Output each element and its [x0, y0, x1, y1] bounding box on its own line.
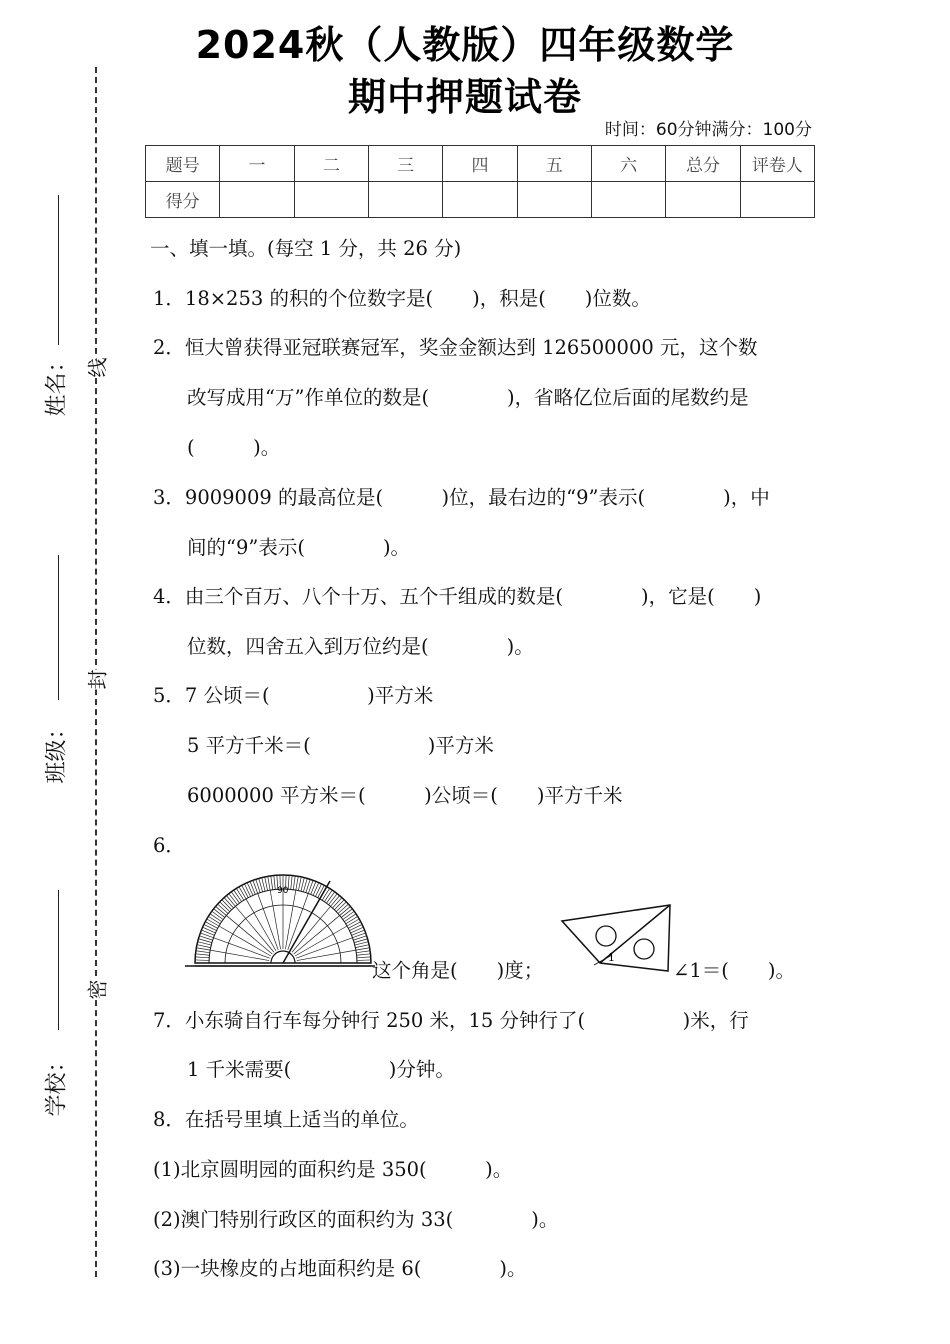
protractor-figure: [185, 873, 375, 973]
score-table-cell: 一: [220, 146, 294, 182]
score-blank-cell[interactable]: [740, 182, 814, 218]
name-blank-line[interactable]: [58, 195, 59, 345]
triangle-rulers-figure: [560, 903, 675, 975]
question-line: 6000000 平方米＝( )公顷＝( )平方千米: [187, 784, 623, 807]
name-label: 姓名：: [44, 350, 70, 417]
question-line: 2．恒大曾获得亚冠联赛冠军，奖金金额达到 126500000 元，这个数: [153, 336, 758, 359]
score-table-cell: 六: [591, 146, 665, 182]
question-line: 8．在括号里填上适当的单位。: [153, 1108, 419, 1131]
question-line: (2)澳门特别行政区的面积约为 33( )。: [153, 1208, 559, 1231]
question-line: 1．18×253 的积的个位数字是( )，积是( )位数。: [153, 287, 651, 310]
question-line: 1 千米需要( )分钟。: [187, 1058, 455, 1081]
question-line: (1)北京圆明园的面积约是 350( )。: [153, 1158, 513, 1181]
score-table-cell: 二: [294, 146, 368, 182]
score-table-cell: 五: [517, 146, 591, 182]
school-label: 学校：: [44, 1050, 70, 1117]
seal-char-line: 线: [82, 358, 111, 378]
question-line: 7．小东骑自行车每分钟行 250 米，15 分钟行了( )米，行: [153, 1009, 749, 1032]
question-line: 5 平方千米＝( )平方米: [187, 734, 494, 757]
score-blank-cell[interactable]: [220, 182, 294, 218]
score-blank-cell[interactable]: [443, 182, 517, 218]
score-blank-cell[interactable]: [517, 182, 591, 218]
question-line: ( )。: [187, 436, 281, 459]
score-table-cell: 评卷人: [740, 146, 814, 182]
score-blank-cell[interactable]: [666, 182, 740, 218]
triangle-angle-label: 1: [608, 951, 615, 964]
score-blank-cell[interactable]: [591, 182, 665, 218]
exam-title-line1: 2024秋（人教版）四年级数学: [195, 23, 735, 67]
score-table-cell: 总分: [666, 146, 740, 182]
question-line: 4．由三个百万、八个十万、五个千组成的数是( )，它是( ): [153, 585, 762, 608]
score-blank-cell[interactable]: [294, 182, 368, 218]
question-line: 改写成用“万”作单位的数是( )，省略亿位后面的尾数约是: [187, 386, 749, 409]
class-blank-line[interactable]: [58, 555, 59, 700]
question-line: (3)一块橡皮的占地面积约是 6( )。: [153, 1257, 527, 1280]
seal-char-secret: 密: [82, 980, 111, 1000]
exam-title-line2: 期中押题试卷: [347, 75, 582, 119]
score-table: [145, 145, 815, 218]
score-table-cell: 四: [443, 146, 517, 182]
section-heading: 一、填一填。(每空 1 分，共 26 分): [150, 237, 462, 260]
question6-angle2-text: ∠1＝( )。: [673, 959, 795, 982]
question-line: 间的“9”表示( )。: [187, 536, 411, 559]
school-blank-line[interactable]: [58, 890, 59, 1030]
score-table-header-row: [146, 146, 815, 182]
question-line: 3．9009009 的最高位是( )位，最右边的“9”表示( )，中: [153, 486, 770, 509]
score-table-score-row: [146, 182, 815, 218]
score-table-cell: 得分: [146, 182, 220, 218]
score-table-cell: 题号: [146, 146, 220, 182]
question6-angle-text: 这个角是( )度；: [372, 959, 544, 982]
class-label: 班级：: [44, 717, 70, 784]
exam-time-score: 时间：60分钟满分：100分: [604, 120, 812, 140]
question-line: 位数，四舍五入到万位约是( )。: [187, 635, 534, 658]
question-line: 5．7 公顷＝( )平方米: [153, 684, 434, 707]
question-line: 6．: [153, 834, 185, 857]
protractor-label: 90: [277, 886, 289, 896]
score-table-cell: 三: [368, 146, 442, 182]
score-blank-cell[interactable]: [368, 182, 442, 218]
seal-char-seal: 封: [82, 670, 111, 690]
